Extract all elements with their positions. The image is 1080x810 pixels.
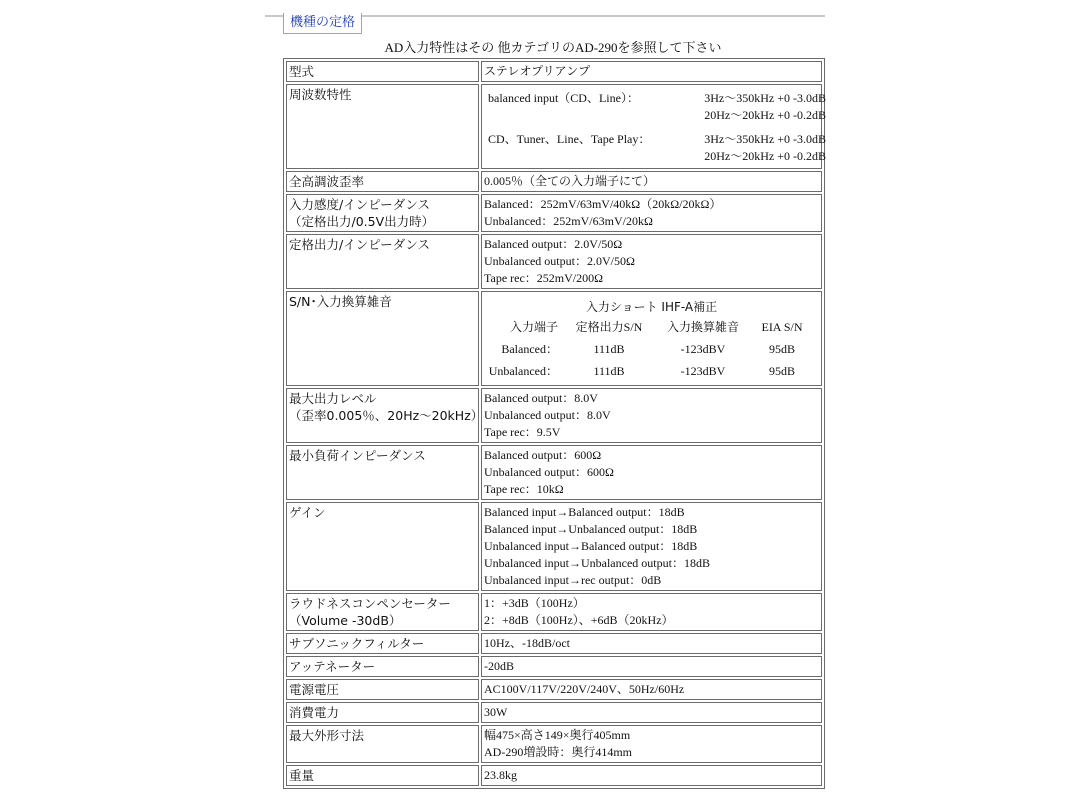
sn-column-header: 定格出力S/N [575,320,643,334]
sn-cell: Balanced： [501,342,558,356]
sn-cell: 111dB [593,342,625,356]
table-row [286,84,822,169]
spec-label: サブソニックフィルター [286,633,479,654]
label-line: （定格出力/0.5V出力時） [289,214,435,229]
spec-value: AC100V/117V/220V/240V、50Hz/60Hz [481,679,822,700]
sn-header-row [484,316,819,338]
sn-column-header: EIA S/N [761,320,803,334]
value-line: Balanced output：8.0V [484,391,598,405]
spec-label: 最小負荷インピーダンス [286,445,479,500]
value-line: Unbalanced input→rec output：0dB [484,573,662,587]
label-line: （歪率0.005％、20Hz〜20kHz） [289,408,484,423]
value-line: Balanced output：2.0V/50Ω [484,237,623,251]
spec-label: 定格出力/インピーダンス [286,234,479,289]
spec-label [286,194,479,232]
value-line: Balanced：252mV/63mV/40kΩ（20kΩ/20kΩ） [484,197,722,211]
freq-gap [676,124,826,131]
value-line: Balanced input→Balanced output：18dB [484,505,685,519]
sn-cell: -123dBV [680,342,726,356]
freq-input-label [488,107,676,124]
value-line: Tape rec：9.5V [484,425,561,439]
spec-value [481,502,822,591]
sn-cell: 95dB [768,364,795,378]
value-line: Unbalanced output：2.0V/50Ω [484,254,635,268]
sn-table [484,293,819,384]
spec-label: 重量 [286,765,479,786]
spec-label: 型式 [286,61,479,82]
spec-value: 0.005％（全ての入力端子にて） [481,171,822,192]
section-tab[interactable]: 機種の定格 [283,13,362,34]
sn-cell: -123dBV [680,364,726,378]
label-line: ラウドネスコンペンセーター [289,596,451,611]
spec-label: 全高調波歪率 [286,171,479,192]
sn-heading: 入力ショート IHF-A補正 [585,300,718,314]
spec-label [286,593,479,631]
spec-value [481,291,822,386]
freq-gap [488,124,676,131]
freq-range: 3Hz〜350kHz +0 -3.0dB [704,132,826,146]
table-row [286,234,822,289]
value-line: 2：+8dB（100Hz）、+6dB（20kHz） [484,613,674,627]
table-row [286,593,822,631]
spec-value [481,234,822,289]
value-line: Unbalanced output：8.0V [484,408,611,422]
spec-value [481,84,826,169]
spec-value: 23.8kg [481,765,822,786]
table-row [286,61,822,82]
spec-label: 電源電圧 [286,679,479,700]
value-line: Unbalanced input→Balanced output：18dB [484,539,698,553]
label-line: 入力感度/インピーダンス [289,197,430,212]
sn-row [484,360,819,382]
table-row [286,194,822,232]
sn-column-header: 入力端子 [509,320,558,334]
freq-range: 20Hz〜20kHz +0 -0.2dB [704,108,826,122]
value-line: Unbalanced：252mV/63mV/20kΩ [484,214,653,228]
spec-label: S/N･入力換算雑音 [286,291,479,386]
sn-cell: 111dB [593,364,625,378]
table-row [286,171,822,192]
table-row [286,656,822,677]
spec-label: 周波数特性 [286,84,479,169]
spec-value [481,194,822,232]
freq-range: 20Hz〜20kHz +0 -0.2dB [704,149,826,163]
spec-label: ゲイン [286,502,479,591]
sn-cell: 95dB [768,342,795,356]
spec-value: 10Hz、-18dB/oct [481,633,822,654]
table-row [286,502,822,591]
table-row [286,725,822,763]
label-line: 最大出力レベル [289,391,377,406]
table-row [286,445,822,500]
spec-value [481,593,822,631]
sn-cell: Unbalanced： [488,364,558,378]
spec-value: -20dB [481,656,822,677]
spec-value [481,445,822,500]
table-row [286,291,822,386]
table-row [286,388,822,443]
table-row [286,765,822,786]
spec-value: 30W [481,702,822,723]
spec-value: ステレオプリアンプ [481,61,822,82]
spec-label [286,388,484,443]
freq-input-label: balanced input（CD、Line）： [488,91,639,105]
value-line: Unbalanced output：600Ω [484,465,614,479]
spec-value [481,388,822,443]
value-line: AD-290増設時：奥行414mm [484,745,632,759]
value-line: Tape rec：10kΩ [484,482,564,496]
frequency-grid [484,86,826,167]
value-line: Balanced output：600Ω [484,448,602,462]
freq-range: 3Hz〜350kHz +0 -3.0dB [704,91,826,105]
reference-note: AD入力特性はその 他カテゴリのAD-290を参照して下さい [384,40,722,55]
value-line: Unbalanced input→Unbalanced output：18dB [484,556,710,570]
spec-label: 消費電力 [286,702,479,723]
spec-table [283,58,825,789]
label-line: （Volume -30dB） [289,613,402,628]
spec-label: 最大外形寸法 [286,725,479,763]
spec-value [481,725,822,763]
freq-input-label: CD、Tuner、Line、Tape Play： [488,132,651,146]
table-row [286,633,822,654]
table-row [286,702,822,723]
value-line: Balanced input→Unbalanced output：18dB [484,522,698,536]
value-line: 1：+3dB（100Hz） [484,596,585,610]
sn-column-header: 入力換算雑音 [666,320,739,334]
table-row [286,679,822,700]
value-line: 幅475×高さ149×奥行405mm [484,728,631,742]
sn-row [484,338,819,360]
spec-label: アッテネーター [286,656,479,677]
value-line: Tape rec：252mV/200Ω [484,271,604,285]
freq-input-label [488,148,676,165]
